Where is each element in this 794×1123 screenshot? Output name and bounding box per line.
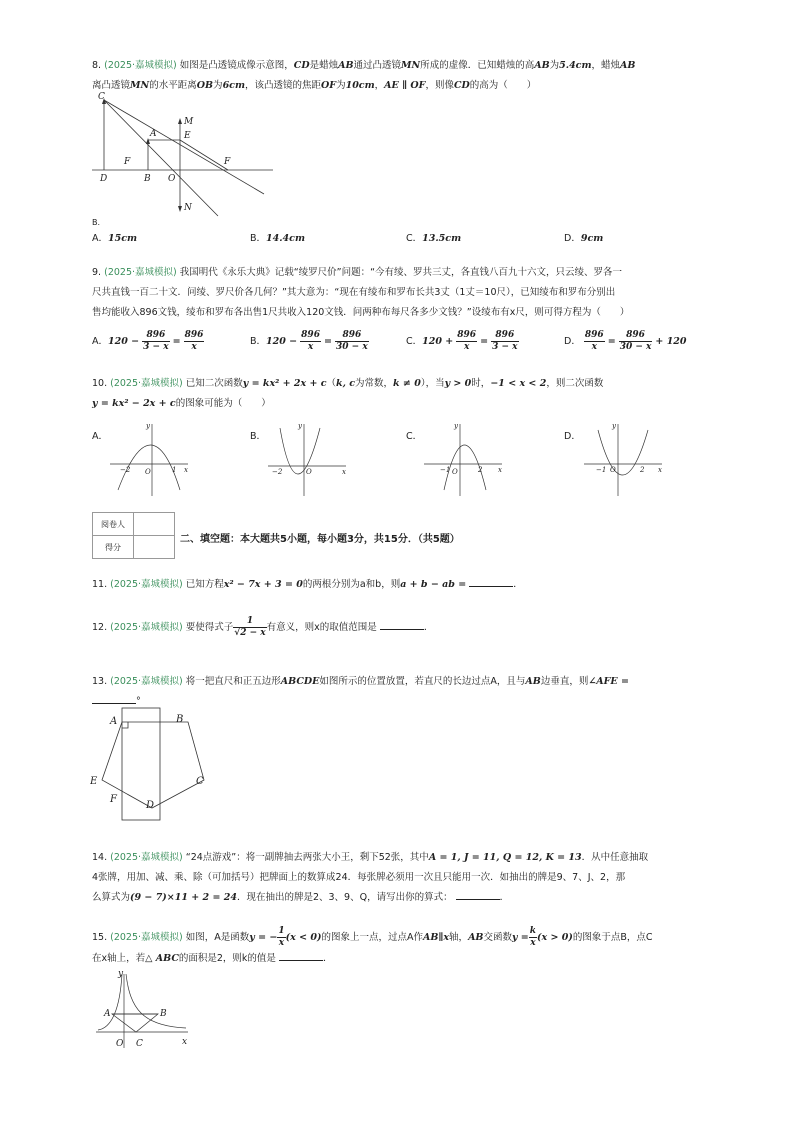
q8-text: 的高为（ ） xyxy=(469,80,537,91)
q11-math: x² − 7x + 3 = 0 xyxy=(223,579,303,590)
equals: = xyxy=(480,336,489,347)
q15-text: 如图，A是函数 xyxy=(185,932,250,943)
x-label: x xyxy=(182,1037,188,1047)
question-9 xyxy=(92,263,692,323)
q14-text: ．现在抽出的牌是2、3、9、Q，请写出你的算式： xyxy=(236,892,453,903)
y-label: y xyxy=(612,422,616,430)
numerator: 1 xyxy=(233,616,266,628)
q8-option-c[interactable] xyxy=(406,230,461,244)
q9-option-c[interactable] xyxy=(406,330,519,353)
answer-blank[interactable] xyxy=(380,619,424,630)
q10-text: （ xyxy=(326,378,337,389)
q12-text: ． xyxy=(423,622,434,633)
q15-math: y = − xyxy=(249,932,278,943)
q10-text: ），当 xyxy=(420,378,445,389)
reviewer-label: 阅卷人 xyxy=(93,513,134,536)
fraction xyxy=(142,330,169,353)
q8-artifact: B. xyxy=(92,218,101,227)
score-label: 得分 xyxy=(93,536,134,559)
q8-math: 5.4cm xyxy=(559,60,592,71)
q15-number: 15. xyxy=(92,932,108,943)
denominator: x xyxy=(591,342,597,352)
tick-label: 2 xyxy=(640,466,645,474)
answer-blank[interactable] xyxy=(92,693,136,704)
q8-text: 是蜡烛 xyxy=(309,60,339,71)
option-value: 9cm xyxy=(580,233,604,244)
denominator: 3 − x xyxy=(492,342,518,352)
q15-math: AB∥x xyxy=(422,932,450,943)
q8-math: OF xyxy=(321,80,337,91)
q14-number: 14. xyxy=(92,852,108,863)
numerator: 896 xyxy=(335,330,369,342)
graph-b[interactable] xyxy=(266,420,348,498)
label-o: O xyxy=(116,1039,124,1049)
q8-source: (2025·嘉城模拟) xyxy=(104,60,177,71)
label-f-left: F xyxy=(124,157,131,167)
pentagon xyxy=(102,722,204,808)
q8-math: AB xyxy=(338,60,354,71)
question-12 xyxy=(92,616,692,639)
q11-text: ． xyxy=(513,579,523,590)
numerator: 896 xyxy=(184,330,204,340)
denominator: x xyxy=(307,342,314,352)
label-a: A xyxy=(110,716,118,727)
y-label: y xyxy=(118,969,124,979)
q15-math: (x > 0) xyxy=(537,932,573,943)
q8-math: AB xyxy=(534,60,550,71)
origin-label: O xyxy=(306,468,312,476)
y-label: y xyxy=(298,422,302,430)
q8-text: ，则像 xyxy=(425,80,454,91)
q13-degree: ° xyxy=(136,696,141,707)
q8-text: 如图是凸透镜成像示意图， xyxy=(179,60,294,71)
denominator: x xyxy=(530,938,536,948)
option-lhs: 120 − xyxy=(266,336,298,347)
q8-math: OB xyxy=(196,80,214,91)
q13-text: 如图所示的位置放置，若直尺的长边过点A，且与 xyxy=(319,676,526,687)
option-letter: D． xyxy=(564,336,581,347)
denominator: 30 − x xyxy=(619,342,652,352)
q10-text: ，则二次函数 xyxy=(546,378,604,389)
q13-number: 13. xyxy=(92,676,108,687)
q15-text: 的图象上一点，过点A作 xyxy=(321,932,423,943)
label-c: C xyxy=(196,776,204,787)
q10-math: y > 0 xyxy=(444,378,472,389)
label-c: C xyxy=(98,92,105,102)
q14-text: “24点游戏”：将一副牌抽去两张大小王，剩下52张，其中 xyxy=(185,852,429,863)
numerator: 896 xyxy=(301,330,320,340)
origin-label: O xyxy=(145,468,151,476)
option-lhs: 120 − xyxy=(108,336,140,347)
q10-math: k ≠ 0 xyxy=(393,378,421,389)
q8-text: 为 xyxy=(336,80,346,91)
label-b: B xyxy=(144,174,151,184)
score-cell[interactable] xyxy=(134,536,175,559)
q9-option-b[interactable] xyxy=(250,330,369,353)
hyperbola-diagram xyxy=(92,968,192,1050)
q15-math: y = xyxy=(511,932,529,943)
fraction xyxy=(277,926,285,949)
q10-math: −1 < x < 2 xyxy=(490,378,547,389)
option-letter: C． xyxy=(406,336,423,347)
x-label: x xyxy=(658,466,662,474)
curve-left xyxy=(98,974,122,1030)
q8-math: CD xyxy=(293,60,310,71)
label-o: O xyxy=(168,174,176,184)
numerator: 896 xyxy=(619,330,653,342)
q14-text: 么算式为 xyxy=(92,892,131,903)
answer-blank[interactable] xyxy=(456,889,500,900)
label-m: M xyxy=(184,117,194,127)
q15-text: 在x轴上，若 xyxy=(92,953,146,964)
q15-text: 轴， xyxy=(449,932,469,943)
q10-option-c[interactable]: C． xyxy=(406,431,423,442)
label-d: D xyxy=(100,174,108,184)
numerator: 896 xyxy=(491,330,518,342)
option-value: 14.4cm xyxy=(266,233,306,244)
q14-source: (2025·嘉城模拟) xyxy=(110,852,183,863)
q8-text: 通过凸透镜 xyxy=(353,60,402,71)
option-lhs: 120 + xyxy=(422,336,454,347)
q13-math: ∠AFE = xyxy=(588,676,629,687)
arrow-down-icon xyxy=(178,206,182,212)
lens-diagram xyxy=(88,90,278,218)
fraction xyxy=(184,330,205,353)
q8-text: 为 xyxy=(213,80,223,91)
option-letter: B． xyxy=(250,233,267,244)
triangle-abc xyxy=(112,1014,158,1032)
denominator: √2 − x xyxy=(234,628,266,638)
tick-label: −1 xyxy=(596,466,607,474)
q8-option-a[interactable] xyxy=(92,230,137,244)
q15-source: (2025·嘉城模拟) xyxy=(110,932,183,943)
q14-text: ． xyxy=(499,892,510,903)
ray-2 xyxy=(104,100,218,216)
q9-text: 我国明代《永乐大典》记载“绫罗尺价”问题：“今有绫、罗共三丈，各直钱八百九十六文，只云绫、罗各一 xyxy=(179,267,623,278)
ray-1 xyxy=(104,100,264,194)
q15-text: 交函数 xyxy=(483,932,512,943)
q8-math: 6cm xyxy=(222,80,246,91)
option-letter: A． xyxy=(92,233,108,244)
q12-number: 12. xyxy=(92,622,108,633)
q15-math: AB xyxy=(468,932,484,943)
label-a: A xyxy=(150,129,157,139)
q9-text: 售均能收入896文钱，绫布和罗布各出售1尺共收入120文钱．问两种布每尺各多少文钱？”设绫布有x尺，则可得方程为（ ） xyxy=(92,307,630,318)
denominator: 30 − x xyxy=(336,342,368,352)
curve-right xyxy=(126,974,186,1028)
reviewer-cell[interactable] xyxy=(134,513,175,536)
arrow-up-icon xyxy=(178,118,182,124)
q11-source: (2025·嘉城模拟) xyxy=(110,579,183,590)
label-c: C xyxy=(136,1039,143,1049)
option-letter: B． xyxy=(250,336,267,347)
q10-math: y = kx² − 2x + c xyxy=(92,398,176,409)
q13-text: 边垂直，则 xyxy=(540,676,589,687)
label-f-right: F xyxy=(224,157,231,167)
q10-text: 的图象可能为（ ） xyxy=(175,398,271,409)
q15-text: ． xyxy=(322,953,333,964)
option-value: 13.5cm xyxy=(422,233,462,244)
numerator: 896 xyxy=(457,330,477,340)
q8-text: 的水平距离 xyxy=(149,80,197,91)
question-10 xyxy=(92,374,692,414)
q15-text: 的面积是2，则k的值是 xyxy=(178,953,276,964)
q9-number: 9. xyxy=(92,267,102,278)
numerator: 896 xyxy=(584,330,604,340)
fraction xyxy=(233,616,266,639)
question-14 xyxy=(92,848,692,908)
q13-text: 将一把直尺和正五边形 xyxy=(185,676,281,687)
option-letter: D． xyxy=(564,233,581,244)
denominator: x xyxy=(463,342,470,352)
denominator: x xyxy=(278,938,285,948)
graph-d[interactable] xyxy=(582,420,664,498)
q8-math: AE ∥ OF xyxy=(384,80,426,91)
q10-option-a[interactable]: A． xyxy=(92,431,108,442)
q10-text: 已知二次函数 xyxy=(185,378,243,389)
q8-math: MN xyxy=(401,60,421,71)
option-letter: C． xyxy=(406,233,423,244)
q11-text: 的两根分别为a和b，则 xyxy=(302,579,401,590)
answer-blank[interactable] xyxy=(469,576,513,587)
tick-label: −1 xyxy=(440,466,451,474)
q13-math: AB xyxy=(525,676,541,687)
label-b: B xyxy=(176,714,184,725)
x-label: x xyxy=(342,468,346,476)
fraction xyxy=(456,330,477,353)
q8-math: 10cm xyxy=(345,80,375,91)
q8-text: ， xyxy=(374,80,385,91)
label-d: D xyxy=(146,800,155,811)
q10-option-d[interactable]: D． xyxy=(564,431,581,442)
section-header: 二、填空题：本大题共5小题，每小题3分，共15分．（共5题） xyxy=(180,534,460,545)
q8-text: ，该凸透镜的焦距 xyxy=(245,80,322,91)
denominator: x xyxy=(191,342,197,352)
q9-option-d[interactable] xyxy=(564,330,687,353)
y-label: y xyxy=(146,422,150,430)
q10-math: k, c xyxy=(336,378,356,389)
q12-text: 有意义，则x的取值范围是 xyxy=(266,622,377,633)
q11-math: a + b − ab = xyxy=(400,579,467,590)
q14-text: 4张牌，用加、减、乘、除（可加括号）把牌面上的数算成24．每张牌必须用一次且只能用一次．如抽出的牌是9、7、J、2，那 xyxy=(92,872,626,883)
numerator: 896 xyxy=(142,330,169,342)
q10-number: 10. xyxy=(92,378,108,389)
label-a: A xyxy=(104,1009,111,1019)
q14-math: A = 1, J = 11, Q = 12, K = 13 xyxy=(428,852,582,863)
fraction xyxy=(300,330,321,353)
q8-math: CD xyxy=(453,80,470,91)
fraction xyxy=(491,330,518,353)
q10-text: 时， xyxy=(471,378,491,389)
graph-c[interactable] xyxy=(422,420,504,498)
option-letter: A． xyxy=(92,336,108,347)
q12-source: (2025·嘉城模拟) xyxy=(110,622,183,633)
q9-text: 尺共直钱一百二十文．问绫、罗尺价各几何？”其大意为：“现在有绫布和罗布长共3丈（1丈＝10尺），已知绫布和罗布分别出 xyxy=(92,287,616,298)
y-label: y xyxy=(454,422,458,430)
numerator: 1 xyxy=(278,926,285,936)
fraction xyxy=(619,330,653,353)
question-11 xyxy=(92,575,692,595)
x-label: x xyxy=(184,466,188,474)
q14-math: (9 − 7)×11 + 2 = 24 xyxy=(130,892,237,903)
q8-number: 8. xyxy=(92,60,102,71)
graph-a[interactable] xyxy=(108,420,190,498)
origin-label: O xyxy=(610,466,616,474)
q13-source: (2025·嘉城模拟) xyxy=(110,676,183,687)
q10-source: (2025·嘉城模拟) xyxy=(110,378,183,389)
q11-text: 已知方程 xyxy=(185,579,224,590)
q15-math: △ ABC xyxy=(145,953,179,964)
fraction xyxy=(335,330,369,353)
option-tail: + 120 xyxy=(655,336,687,347)
label-e: E xyxy=(90,776,98,787)
q10-math: y = kx² + 2x + c xyxy=(242,378,327,389)
q8-option-b[interactable] xyxy=(250,230,305,244)
right-angle-mark xyxy=(122,722,128,728)
option-value: 15cm xyxy=(108,233,138,244)
q15-text: 的图象于点B，点C xyxy=(572,932,653,943)
q9-option-a[interactable] xyxy=(92,330,204,353)
equals: = xyxy=(324,336,332,347)
q8-text: ，蜡烛 xyxy=(591,60,621,71)
pentagon-diagram xyxy=(90,706,220,824)
q8-text: 离凸透镜 xyxy=(92,80,131,91)
q8-text: 所成的虚像．已知蜡烛的高 xyxy=(420,60,535,71)
fraction xyxy=(529,926,537,949)
score-box xyxy=(92,512,175,559)
q10-text: 为常数， xyxy=(355,378,394,389)
q8-option-d[interactable] xyxy=(564,230,603,244)
numerator: k xyxy=(529,926,537,936)
denominator: 3 − x xyxy=(143,342,169,352)
ray-3 xyxy=(180,140,228,170)
x-label: x xyxy=(498,466,502,474)
tick-label: −2 xyxy=(272,468,283,476)
label-e: E xyxy=(184,131,191,141)
q8-math: AB xyxy=(620,60,636,71)
q10-option-b[interactable]: B． xyxy=(250,431,267,442)
parabola xyxy=(280,428,320,474)
q9-source: (2025·嘉城模拟) xyxy=(104,267,177,278)
label-f: F xyxy=(110,794,117,805)
answer-blank[interactable] xyxy=(279,950,323,961)
q13-math: ABCDE xyxy=(280,676,320,687)
q8-text: 为 xyxy=(549,60,560,71)
tick-label: 1 xyxy=(172,466,177,474)
label-b: B xyxy=(160,1009,167,1019)
q15-math: (x < 0) xyxy=(285,932,322,943)
equals: = xyxy=(172,336,181,347)
origin-label: O xyxy=(452,468,458,476)
q8-math: MN xyxy=(130,80,150,91)
fraction xyxy=(584,330,605,353)
q12-text: 要使得式子 xyxy=(185,622,234,633)
q14-text: ．从中任意抽取 xyxy=(581,852,649,863)
label-n: N xyxy=(184,203,192,213)
question-15 xyxy=(92,926,692,969)
equals: = xyxy=(607,336,616,347)
tick-label: −2 xyxy=(120,466,131,474)
q11-number: 11. xyxy=(92,579,108,590)
tick-label: 2 xyxy=(478,466,483,474)
